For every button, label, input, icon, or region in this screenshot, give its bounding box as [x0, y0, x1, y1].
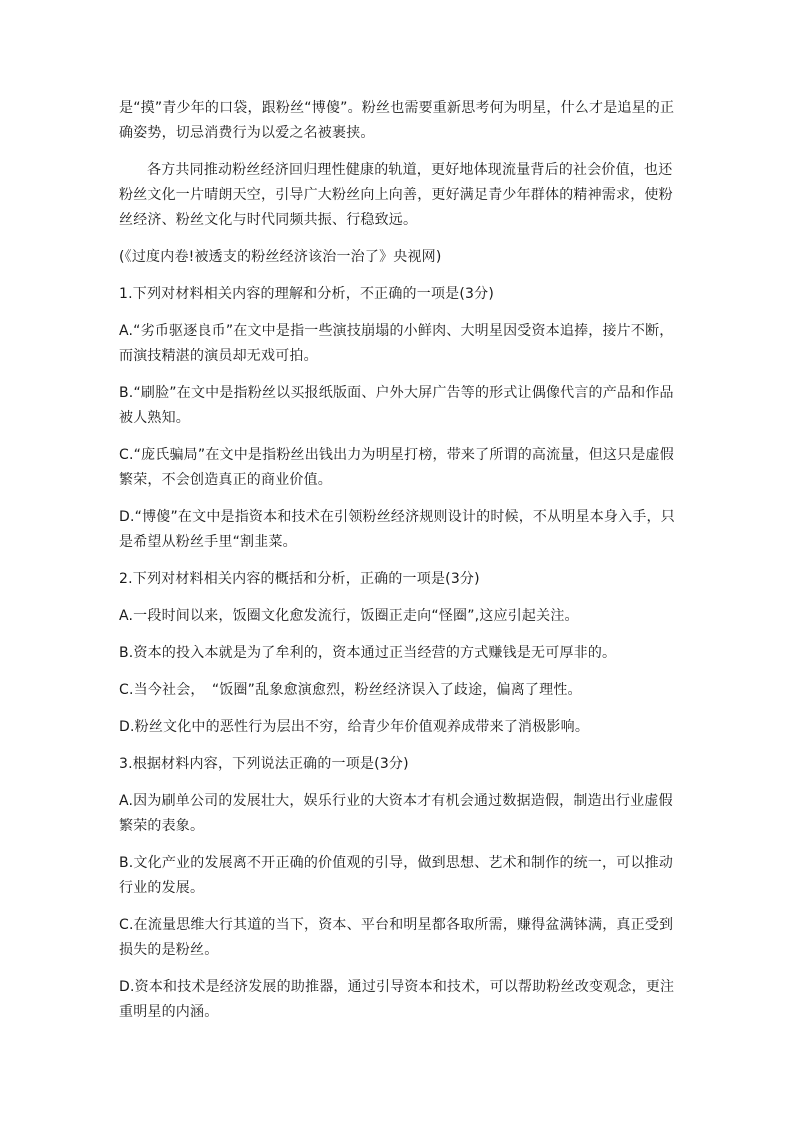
option-d: D.资本和技术是经济发展的助推器，通过引导资本和技术，可以帮助粉丝改变观念，更注重明星的内涵。	[119, 979, 675, 1020]
option-c: C.在流量思维大行其道的当下，资本、平台和明星都各取所需，赚得盆满钵满，真正受到损失的是粉丝。	[119, 917, 674, 958]
source-citation: (《过度内卷!被透支的粉丝经济该治一治了》央视网)	[119, 249, 442, 265]
question-1	[119, 282, 679, 555]
question-stem: 3.根据材料内容，下列说法正确的一项是(3分)	[119, 756, 409, 772]
question-stem: 1.下列对材料相关内容的理解和分析，不正确的一项是(3分)	[119, 286, 494, 302]
question-3	[119, 752, 679, 1025]
option-c: C.当今社会， “饭圈”乱象愈演愈烈，粉丝经济误入了歧途，偏离了理性。	[119, 682, 582, 698]
option-a: A.“劣币驱逐良币”在文中是指一些演技崩塌的小鲜肉、大明星因受资本追捧，接片不断，而演技精湛的演员却无戏可拍。	[119, 323, 674, 364]
question-stem: 2.下列对材料相关内容的概括和分析，正确的一项是(3分)	[119, 571, 480, 587]
paragraph-joint-effort: 各方共同推动粉丝经济回归理性健康的轨道，更好地体现流量背后的社会价值，也还粉丝文化一片晴朗天空，引导广大粉丝向上向善，更好满足青少年群体的精神需求，使粉丝经济、粉丝文化与时代同频共振、行稳致远。	[119, 162, 673, 228]
question-2	[119, 567, 679, 740]
option-a: A.因为刷单公司的发展壮大，娱乐行业的大资本才有机会通过数据造假，制造出行业虚假繁荣的表象。	[119, 793, 673, 834]
document-body	[119, 96, 679, 1025]
option-d: D.“博傻”在文中是指资本和技术在引领粉丝经济规则设计的时候，不从明星本身入手，只是希望从粉丝手里“割韭菜。	[119, 509, 675, 550]
option-d: D.粉丝文化中的恶性行为层出不穷，给青少年价值观养成带来了消极影响。	[119, 719, 590, 735]
option-b: B.资本的投入本就是为了牟利的，资本通过正当经营的方式赚钱是无可厚非的。	[119, 645, 617, 661]
option-b: B.文化产业的发展离不开正确的价值观的引导，做到思想、艺术和制作的统一，可以推动行业的发展。	[119, 855, 674, 896]
paragraph-fan-reflection: 是“摸”青少年的口袋，跟粉丝“博傻”。粉丝也需要重新思考何为明星，什么才是追星的正确姿势，切忌消费行为以爱之名被裹挟。	[119, 100, 675, 141]
option-b: B.“刷脸”在文中是指粉丝以买报纸版面、户外大屏广告等的形式让偶像代言的产品和作品被人熟知。	[119, 385, 674, 426]
option-c: C.“庞氏骗局”在文中是指粉丝出钱出力为明星打榜，带来了所谓的高流量，但这只是虚假繁荣，不会创造真正的商业价值。	[119, 447, 674, 488]
option-a: A.一段时间以来，饭圈文化愈发流行，饭圈正走向“怪圈”,这应引起关注。	[119, 608, 579, 624]
